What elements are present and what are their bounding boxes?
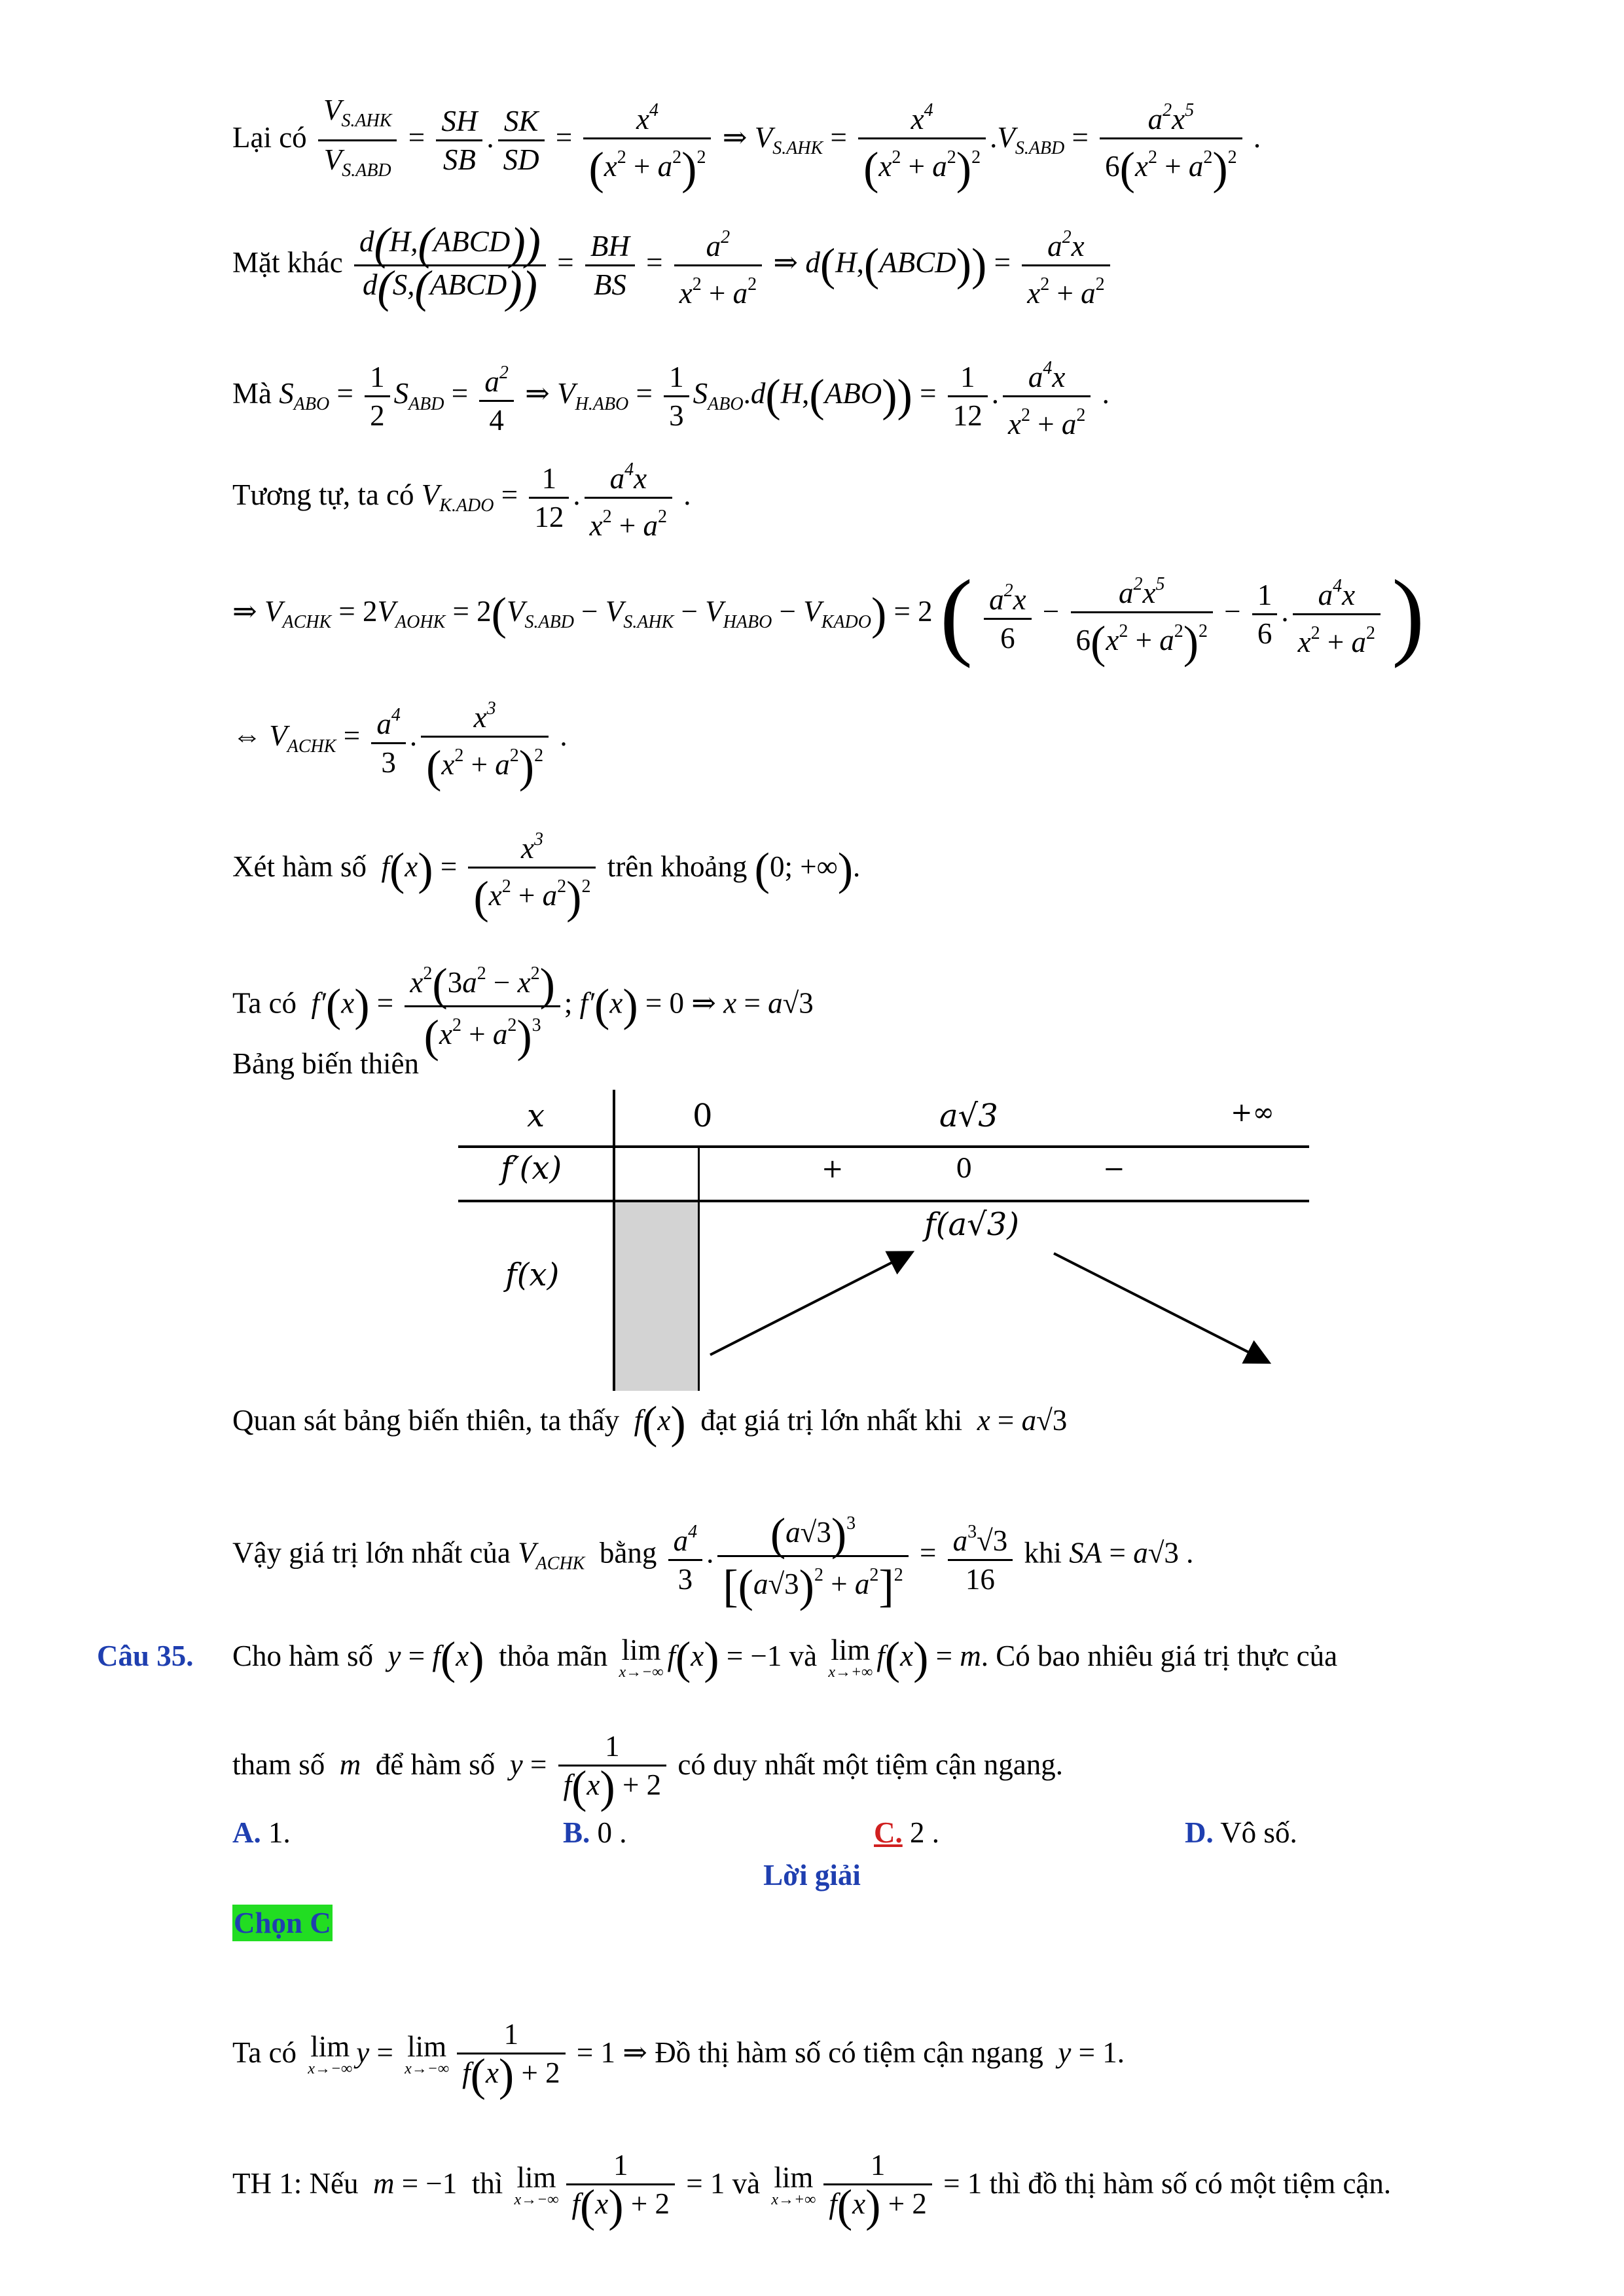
variation-table: [458, 1090, 1309, 1391]
increasing-arrow: [710, 1253, 910, 1355]
header-a-sqrt3: a√3: [939, 1098, 998, 1134]
text-lai-co: Lại có: [232, 120, 307, 154]
variation-arrows: [458, 1090, 1309, 1391]
text-mat-khac: Mặt khác: [232, 245, 343, 279]
line-derivative: Ta có f′(x) = $\frac{x^2(3a^2 - x^2)}{(x^2 + a^2)^3}$ ; f′(x) = 0 ⇒ x = a√3: [232, 956, 814, 1056]
line-v-achk: ⇒ $V_{ACHK} = 2V_{AOHK} = 2(V_{S.ABD} - V_{S.AHK} - V_{HABO} - V_{KADO}) = 2$ ( $\frac{a^2x}{6}$ − $\frac{a^2x^5}{6(x^2 + a^2)^2}$ − $\frac{1}{6}$ . $\frac{a^4x}{x^2 + a^2}$ ): [232, 560, 1425, 669]
question-line-1: Cho hàm số y = f(x) thỏa mãn lim x→−∞ f(x) = −1 và lim x→+∞ f(x) = m. Có bao nhiêu giá trị thực của: [232, 1633, 1338, 1684]
question-line-2: tham số m để hàm số y = $\frac{1}{f(x) + 2}$ có duy nhất một tiệm cận ngang.: [232, 1728, 1063, 1808]
line-distance-ratio: Mặt khác $\frac{\text{d(H,(ABCD))}}{\text{d(S,(ABCD))}}$ = $\frac{BH}{BS}$ = $\frac{a^2}{x^2 + a^2}$ ⇒ d(H,(ABCD)) = $\frac{a^2x}{x^2 + a^2}$: [232, 219, 1114, 312]
sign-minus: −: [1103, 1154, 1125, 1184]
option-d[interactable]: D. Vô số.: [1185, 1816, 1297, 1849]
header-zero: 0: [693, 1098, 713, 1134]
answer-badge: Chọn C: [232, 1905, 333, 1941]
text-bang: bằng: [599, 1536, 657, 1570]
text-vay-gtln: Vậy giá trị lớn nhất của: [232, 1536, 511, 1570]
solution-line-1: Ta có lim x→−∞ y = lim x→−∞ $\frac{1}{f(x) + 2}$ = 1 ⇒ Đồ thị hàm số có tiệm cận ngang y = 1.: [232, 2016, 1125, 2096]
row-label-f: f(x): [505, 1257, 560, 1293]
line-area-abo: Mà $S_{ABO}$ = $\frac{1}{2}$ $S_{ABD}$ = $\frac{a^2}{4}$ ⇒ $V_{H.ABO}$ = $\frac{1}{3}$ $S_{ABO}.d(H,(ABO))$ = $\frac{1}{12}$ . $\frac{a^4x}{x^2 + a^2}$ .: [232, 350, 1110, 442]
solution-line-th1: TH 1: Nếu m = −1 thì lim x→−∞ $\frac{1}{f(x) + 2}$ = 1 và lim x→+∞ $\frac{1}{f(x) + 2}$ = 1 thì đồ thị hàm số có một tiệm cận.: [232, 2147, 1391, 2227]
decreasing-arrow: [1054, 1253, 1267, 1361]
text-bang-bien-thien: Bảng biến thiên: [232, 1047, 419, 1080]
header-x: x: [527, 1098, 545, 1134]
text-quan-sat: Quan sát bảng biến thiên, ta thấy: [232, 1404, 620, 1437]
text-ta-co: Ta có: [232, 986, 297, 1020]
option-b[interactable]: B. 0 .: [563, 1816, 627, 1849]
row-label-fprime: f′(x): [501, 1150, 562, 1187]
text-tren-khoang: trên khoảng: [607, 850, 748, 884]
line-variation-table-title: [232, 1044, 419, 1083]
option-a[interactable]: A. 1.: [232, 1816, 291, 1849]
text-tuong-tu: Tương tự, ta có: [232, 478, 414, 511]
sign-plus: +: [821, 1154, 844, 1184]
line-observation: Quan sát bảng biến thiên, ta thấy f(x) đạt giá trị lớn nhất khi x = a√3: [232, 1397, 1068, 1448]
header-infinity: +∞: [1231, 1098, 1274, 1128]
option-c[interactable]: C. 2 .: [874, 1816, 939, 1849]
line-volume-ratio: Lại có $\frac{V_{S.AHK}}{V_{S.ABD}}$ = $\frac{SH}{SB}$ . $\frac{SK}{SD}$ = $\frac{x^4}{(x^2 + a^2)^2}$ ⇒ $V_{S.AHK}$ = $\frac{x^4}{(x^2 + a^2)^2}$ $.V_{S.ABD}$ = $\frac{a^2x^5}{6(x^2 + a^2)^2}$ .: [232, 92, 1261, 189]
text-khi: khi: [1024, 1536, 1062, 1570]
text-xet-ham-so: Xét hàm số: [232, 850, 367, 884]
text-dat-gtln: đạt giá trị lớn nhất khi: [700, 1404, 963, 1437]
line-conclusion: Vậy giá trị lớn nhất của $V_{ACHK}$ bằng $\frac{a^4}{3}$ . $\frac{(a√3)^3}{[(a√3)^2 + a^2]^2}$ = $\frac{a^3√3}{16}$ khi SA = a√3 .: [232, 1505, 1193, 1606]
solution-title: Lời giải: [763, 1859, 861, 1892]
line-consider-function: Xét hàm số f(x) = $\frac{x^3}{(x^2 + a^2)^2}$ trên khoảng (0; +∞).: [232, 821, 860, 918]
line-v-achk-result: ⇔ $V_{ACHK}$ = $\frac{a^4}{3}$ . $\frac{x^3}{(x^2 + a^2)^2}$ .: [232, 691, 568, 787]
sign-zero: 0: [956, 1154, 973, 1184]
line-v-kado: Tương tự, ta có $V_{K.ADO}$ = $\frac{1}{12}$ . $\frac{a^4x}{x^2 + a^2}$ .: [232, 452, 691, 544]
question-number: Câu 35.: [97, 1640, 194, 1672]
max-value-label: f(a√3): [924, 1206, 1019, 1243]
text-ma: Mà: [232, 376, 272, 410]
